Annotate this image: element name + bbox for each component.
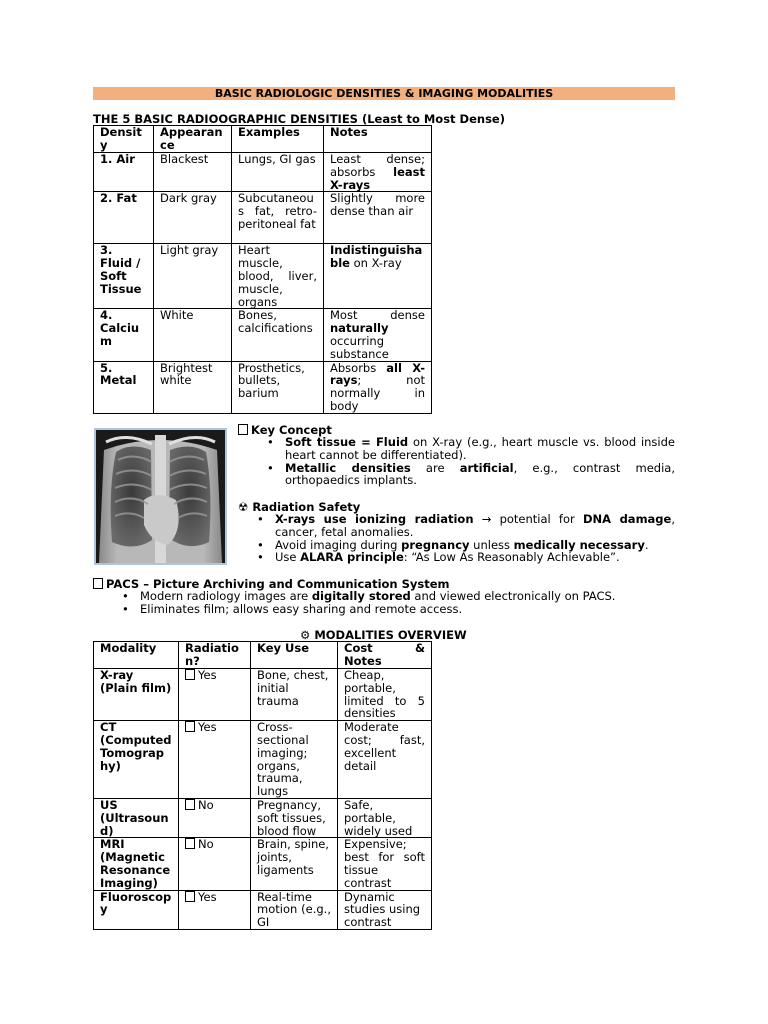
computer-icon bbox=[93, 578, 103, 589]
key-concept-title: Key Concept bbox=[238, 423, 332, 437]
modalities-heading: ⚙ MODALITIES OVERVIEW bbox=[300, 628, 467, 642]
header-cell: Notes bbox=[324, 126, 432, 153]
notes-cell: Cheap, portable, limited to 5 densities bbox=[338, 669, 432, 721]
notes-cell: Dynamic studies using contrast bbox=[338, 890, 432, 929]
key-use-cell: Cross-sectional imaging; organs, trauma, lungs bbox=[251, 721, 338, 799]
list-item: • X-rays use ionizing radiation → potential for DNA damage, cancer, fetal anomalies. bbox=[253, 513, 675, 539]
appearance-cell: Brightest white bbox=[154, 361, 232, 413]
chest-xray-image bbox=[94, 428, 227, 565]
table-row bbox=[94, 244, 432, 309]
notes-cell: Least dense; absorbs least X-rays bbox=[324, 153, 432, 192]
header-cell: Key Use bbox=[251, 642, 338, 669]
appearance-cell: White bbox=[154, 309, 232, 361]
list-item: • Eliminates film; allows easy sharing and remote access. bbox=[118, 603, 678, 616]
table-row bbox=[94, 669, 432, 721]
key-concept-list bbox=[263, 436, 675, 487]
pacs-title: PACS – Picture Archiving and Communication System bbox=[93, 577, 450, 591]
radiation-list bbox=[253, 513, 675, 564]
key-use-cell: Real-time motion (e.g., GI bbox=[251, 890, 338, 929]
appearance-cell: Blackest bbox=[154, 153, 232, 192]
list-item: • Use ALARA principle: “As Low As Reasonably Achievable”. bbox=[253, 551, 675, 564]
table-row bbox=[94, 838, 432, 890]
header-cell: Radiation? bbox=[179, 642, 251, 669]
table-row bbox=[94, 361, 432, 413]
radiation-cell: Yes bbox=[179, 721, 251, 799]
radiation-safety-title: ☢ Radiation Safety bbox=[238, 500, 361, 514]
notes-cell: Moderate cost; fast, excellent detail bbox=[338, 721, 432, 799]
density-cell: 1. Air bbox=[94, 153, 154, 192]
modality-cell: US (Ultrasound) bbox=[94, 798, 179, 837]
modality-cell: Fluoroscopy bbox=[94, 890, 179, 929]
notes-cell: Most dense naturally occurring substance bbox=[324, 309, 432, 361]
list-item: • Avoid imaging during pregnancy unless medically necessary. bbox=[253, 539, 675, 552]
density-cell: 5. Metal bbox=[94, 361, 154, 413]
modality-cell: CT (Computed Tomography) bbox=[94, 721, 179, 799]
pacs-list bbox=[118, 590, 678, 616]
chest-xray-graphic bbox=[96, 430, 225, 563]
appearance-cell: Light gray bbox=[154, 244, 232, 309]
modality-cell: X-ray (Plain film) bbox=[94, 669, 179, 721]
list-item: • Modern radiology images are digitally stored and viewed electronically on PACS. bbox=[118, 590, 678, 603]
table-row bbox=[94, 890, 432, 929]
table-row bbox=[94, 153, 432, 192]
table-header-row bbox=[94, 642, 432, 669]
table-row bbox=[94, 721, 432, 799]
examples-cell: Lungs, GI gas bbox=[232, 153, 324, 192]
notes-cell: Indistinguishable on X-ray bbox=[324, 244, 432, 309]
examples-cell: Bones, calcifications bbox=[232, 309, 324, 361]
table-header-row bbox=[94, 126, 432, 153]
modalities-table bbox=[93, 641, 432, 930]
table-row bbox=[94, 798, 432, 837]
notes-cell: Expensive; best for soft tissue contrast bbox=[338, 838, 432, 890]
header-cell: Appearance bbox=[154, 126, 232, 153]
header-cell: Examples bbox=[232, 126, 324, 153]
examples-cell: Prosthetics, bullets, barium bbox=[232, 361, 324, 413]
notes-cell: Absorbs all X-rays; not normally in body bbox=[324, 361, 432, 413]
density-cell: 2. Fat bbox=[94, 192, 154, 244]
radiation-cell: Yes bbox=[179, 890, 251, 929]
examples-cell: Heart muscle, blood, liver, muscle, organs bbox=[232, 244, 324, 309]
header-cell: Density bbox=[94, 126, 154, 153]
density-cell: 3. Fluid / Soft Tissue bbox=[94, 244, 154, 309]
list-item: • Soft tissue = Fluid on X-ray (e.g., heart muscle vs. blood inside heart cannot be differentiated). bbox=[263, 436, 675, 462]
cross-icon bbox=[185, 838, 195, 849]
density-cell: 4. Calcium bbox=[94, 309, 154, 361]
check-icon bbox=[185, 669, 195, 680]
notes-cell: Safe, portable, widely used bbox=[338, 798, 432, 837]
check-icon bbox=[185, 891, 195, 902]
examples-cell: Subcutaneous fat, retro-peritoneal fat bbox=[232, 192, 324, 244]
table-row bbox=[94, 192, 432, 244]
modality-cell: MRI (Magnetic Resonance Imaging) bbox=[94, 838, 179, 890]
table-row bbox=[94, 309, 432, 361]
key-use-cell: Bone, chest, initial trauma bbox=[251, 669, 338, 721]
densities-table bbox=[93, 125, 432, 414]
lightbulb-icon bbox=[238, 424, 248, 435]
header-cell: Cost & Notes bbox=[338, 642, 432, 669]
notes-cell: Slightly more dense than air bbox=[324, 192, 432, 244]
document-banner: BASIC RADIOLOGIC DENSITIES & IMAGING MODALITIES bbox=[93, 87, 675, 100]
key-use-cell: Pregnancy, soft tissues, blood flow bbox=[251, 798, 338, 837]
radiation-cell: No bbox=[179, 798, 251, 837]
appearance-cell: Dark gray bbox=[154, 192, 232, 244]
radiation-cell: No bbox=[179, 838, 251, 890]
header-cell: Modality bbox=[94, 642, 179, 669]
densities-heading: THE 5 BASIC RADIOOGRAPHIC DENSITIES (Least to Most Dense) bbox=[93, 112, 505, 126]
cross-icon bbox=[185, 799, 195, 810]
check-icon bbox=[185, 721, 195, 732]
list-item: • Metallic densities are artificial, e.g., contrast media, orthopaedics implants. bbox=[263, 462, 675, 488]
radiation-cell: Yes bbox=[179, 669, 251, 721]
key-use-cell: Brain, spine, joints, ligaments bbox=[251, 838, 338, 890]
